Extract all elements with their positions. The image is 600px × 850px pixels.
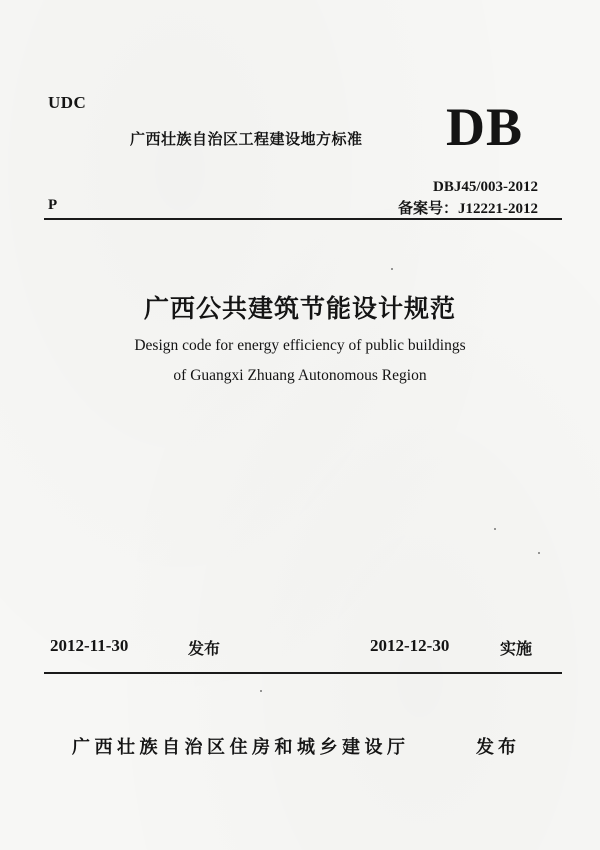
- scan-speck: [260, 690, 262, 692]
- implementation-label: 实施: [500, 639, 533, 658]
- issue-label: 发布: [188, 639, 221, 658]
- footer-divider: [44, 672, 562, 674]
- title-english-line1: Design code for energy efficiency of public buildings: [134, 337, 466, 354]
- implementation-date: 2012-12-30: [370, 636, 450, 655]
- udc-label: UDC: [48, 93, 87, 112]
- issue-date: 2012-11-30: [50, 636, 129, 655]
- standard-code: DBJ45/003-2012: [433, 179, 538, 195]
- header-divider: [44, 218, 562, 220]
- db-mark: DB: [446, 97, 524, 157]
- issuer-name: 广西壮族自治区住房和城乡建设厅: [72, 737, 410, 758]
- scan-speck: [494, 528, 496, 530]
- issuer-label: 发布: [476, 737, 520, 758]
- scan-speck: [538, 552, 540, 554]
- standard-type: 广西壮族自治区工程建设地方标准: [130, 130, 363, 148]
- title-english-line2: of Guangxi Zhuang Autonomous Region: [173, 367, 427, 384]
- title-chinese: 广西公共建筑节能设计规范: [143, 294, 456, 323]
- record-number: 备案号：J12221-2012: [398, 201, 538, 217]
- scan-speck: [391, 268, 393, 270]
- classification-code: P: [48, 197, 58, 213]
